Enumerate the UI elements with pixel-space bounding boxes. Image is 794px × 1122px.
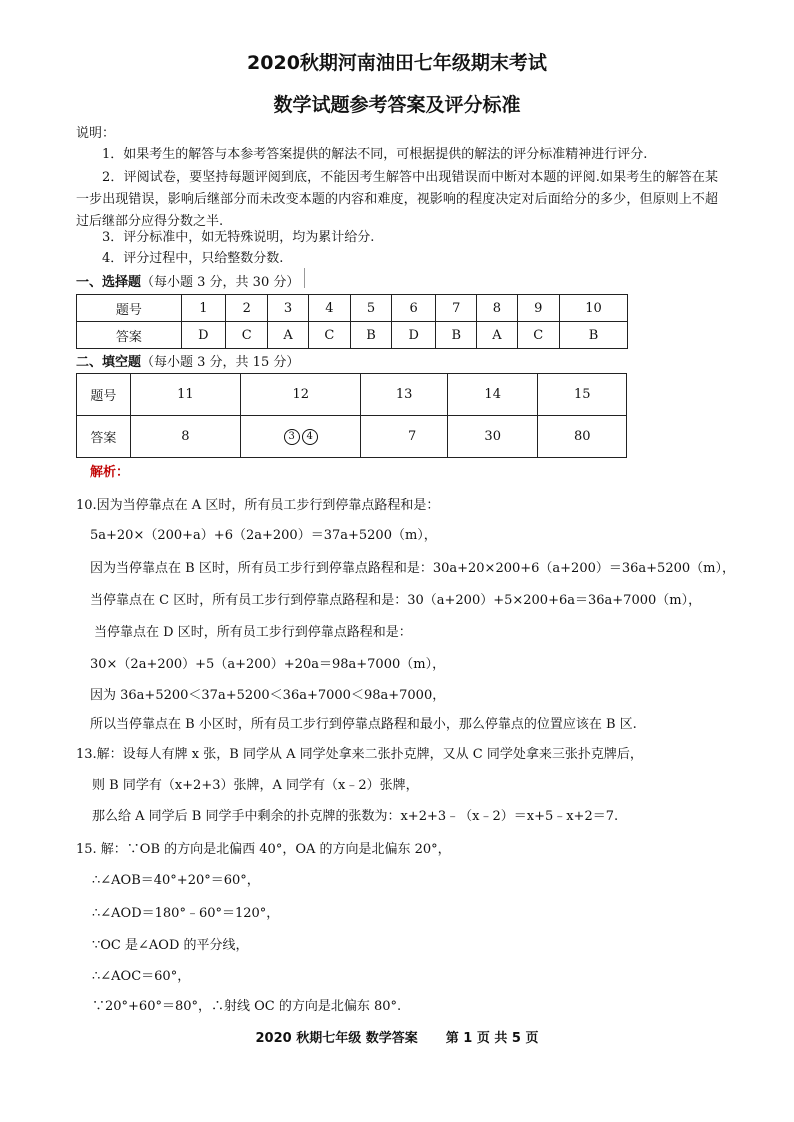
section2-heading [76,351,299,370]
analysis-line: ∴∠AOB＝40°+20°＝60°， [92,873,260,888]
analysis-line: 30×（2a+200）+5（a+200）+20a＝98a+7000（m）， [90,657,446,672]
question-number: 9 [517,295,559,322]
answer-cell: 8 [130,416,240,458]
question-number: 3 [268,295,308,322]
question-number: 2 [225,295,267,322]
analysis-line: 当停靠点在 C 区时，所有员工步行到停靠点路程和是：30（a+200）+5×200+6a＝36a+7000（m）， [90,593,702,608]
question-number: 12 [241,374,361,416]
section2-title: 二、填空题 [76,355,142,370]
page-footer [0,1027,794,1046]
footer-doc-name: 2020 秋期七年级 数学答案 [255,1031,418,1046]
row-label: 题号 [77,374,131,416]
section2-note: （每小题 3 分，共 15 分） [141,355,300,370]
table-row [77,374,627,416]
analysis-line: 5a+20×（200+a）+6（2a+200）＝37a+5200（m）， [90,528,437,543]
question-number: 14 [447,374,538,416]
analysis-line: 当停靠点在 D 区时，所有员工步行到停靠点路程和是： [94,625,412,640]
choice-answer-table [76,294,628,349]
analysis-line: 因为 36a+5200＜37a+5200＜36a+7000＜98a+7000， [90,688,446,703]
answer-cell: D [181,322,225,349]
table-row [77,416,627,458]
question-number: 7 [436,295,477,322]
analysis-line: ∴∠AOD＝180°﹣60°＝120°， [92,906,280,921]
answer-cell: C [308,322,350,349]
answer-cell: A [477,322,517,349]
question-number: 6 [392,295,436,322]
question-number: 13 [361,374,448,416]
page-subtitle: 数学试题参考答案及评分标准 [273,94,521,116]
answer-cell: C [517,322,559,349]
question-number: 11 [130,374,240,416]
note-item-1: 1．如果考生的解答与本参考答案提供的解法不同，可根据提供的解法的评分标准精神进行评分. [102,147,648,162]
analysis-line: ∵20°+60°＝80°，∴射线 OC 的方向是北偏东 80°. [92,999,402,1014]
note-item-3: 3．评分标准中，如无特殊说明，均为累计给分. [102,230,375,245]
note-item-2: 2．评阅试卷，要坚持每题评阅到底，不能因考生解答中出现错误而中断对本题的评阅.如果考生的解答在某一步出现错误，影响后继部分而未改变本题的内容和难度，视影响的程度决定对后面给分的多少，但原则上不超过后继部分应得分数之半. [76,170,718,229]
analysis-line: ∵OC 是∠AOD 的平分线， [92,938,249,953]
note-item-4: 4．评分过程中，只给整数分数. [102,251,284,266]
question-number: 1 [181,295,225,322]
answer-cell: A [268,322,308,349]
analysis-line: 因为当停靠点在 B 区时，所有员工步行到停靠点路程和是：30a+20×200+6（a+200）＝36a+5200（m）， [90,561,735,576]
page-title: 2020秋期河南油田七年级期末考试 [247,52,547,74]
table-row [77,322,628,349]
answer-cell: D [392,322,436,349]
circled-number: 4 [302,429,318,445]
answer-cell: B [559,322,627,349]
answer-cell: 7 [361,416,448,458]
analysis-line: ∴∠AOC＝60°， [92,969,191,984]
answer-cell: C [225,322,267,349]
analysis-line: 13.解：设每人有牌 x 张，B 同学从 A 同学处拿来二张扑克牌，又从 C 同学处拿来三张扑克牌后， [76,747,643,762]
answer-cell-12 [241,416,361,458]
answer-cell: 80 [538,416,627,458]
cursor-divider [304,268,305,288]
table-row [77,295,628,322]
analysis-line: 所以当停靠点在 B 小区时，所有员工步行到停靠点路程和最小，那么停靠点的位置应该在 B 区. [90,717,637,732]
question-number: 5 [351,295,392,322]
section1-title: 一、选择题 [76,275,142,290]
answer-cell: 30 [447,416,538,458]
question-number: 8 [477,295,517,322]
question-number: 15 [538,374,627,416]
analysis-label: 解析： [90,465,130,480]
row-label: 答案 [77,416,131,458]
section1-note: （每小题 3 分，共 30 分） [141,275,300,290]
analysis-line: 10.因为当停靠点在 A 区时，所有员工步行到停靠点路程和是： [76,498,440,513]
notes-label: 说明： [76,126,116,141]
question-number: 4 [308,295,350,322]
analysis-line: 那么给 A 同学后 B 同学手中剩余的扑克牌的张数为：x+2+3﹣（x﹣2）＝x+5﹣x+2＝7. [92,809,619,824]
row-label: 题号 [77,295,182,322]
page-number: 第 1 页 共 5 页 [445,1031,539,1046]
fill-blank-answer-table [76,373,627,458]
analysis-line: 则 B 同学有（x+2+3）张牌，A 同学有（x﹣2）张牌， [92,778,419,793]
row-label: 答案 [77,322,182,349]
answer-cell: B [436,322,477,349]
answer-cell: B [351,322,392,349]
circled-number: 3 [284,429,300,445]
analysis-line: 15. 解：∵OB 的方向是北偏西 40°，OA 的方向是北偏东 20°， [76,842,451,857]
question-number: 10 [559,295,627,322]
section1-heading [76,271,299,290]
